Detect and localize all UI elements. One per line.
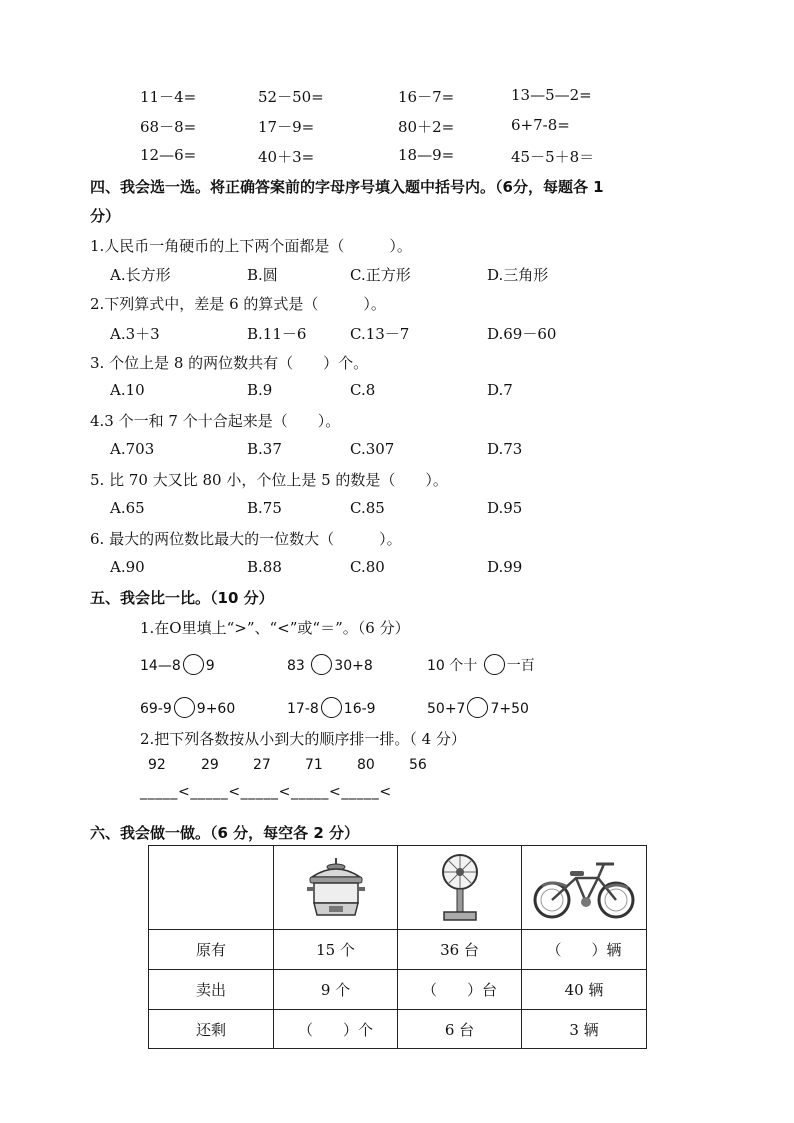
compare-right: 9 [205,658,215,674]
compare-left: 17-8 [287,701,319,717]
table-row [149,930,647,970]
arith-item: 80＋2= [398,118,455,136]
section-5-sub2: 2.把下列各数按从小到大的顺序排一排。（ 4 分） [140,730,466,748]
table-cell: 36 台 [398,930,522,970]
option-a: A.10 [110,381,145,399]
table-cell[interactable]: （ ）台 [398,970,522,1010]
number: 56 [409,757,427,773]
arith-item: 52－50= [258,88,324,106]
option-c: C.13－7 [350,325,410,343]
table-cell: 3 辆 [522,1010,647,1049]
option-a: A.65 [110,499,145,517]
compare-left: 83 [287,658,305,674]
option-d: D.73 [487,440,523,458]
row-label: 原有 [149,930,274,970]
corner-cell [149,846,274,930]
section-4-heading-cont: 分） [90,207,121,225]
question-text: 6. 最大的两位数比最大的一位数大（ ）。 [90,530,402,548]
rice-cooker-cell [274,846,398,930]
compare-right: 9+60 [196,701,236,717]
bicycle-icon [532,856,636,920]
compare-left: 10 个十 [427,658,478,674]
number: 71 [305,757,323,773]
answer-circle[interactable] [174,697,195,718]
number: 92 [148,757,166,773]
arith-item: 17－9= [258,118,315,136]
answer-circle[interactable] [321,697,342,718]
option-d: D.7 [487,381,513,399]
bicycle-cell [522,846,647,930]
option-a: A.3＋3 [110,325,160,343]
arith-item: 40＋3= [258,148,315,166]
sales-table [148,845,647,1049]
question-text: 1.人民币一角硬币的上下两个面都是（ ）。 [90,237,412,255]
option-a: A.703 [110,440,155,458]
table-cell: 9 个 [274,970,398,1010]
arith-item: 11－4= [140,88,197,106]
table-cell[interactable]: （ ）辆 [522,930,647,970]
question-text: 5. 比 70 大又比 80 小，个位上是 5 的数是（ ）。 [90,471,448,489]
option-b: B.11－6 [247,325,307,343]
compare-right: 7+50 [490,701,529,717]
answer-circle[interactable] [311,654,332,675]
option-b: B.圆 [247,266,278,284]
table-header-row [149,846,647,930]
option-b: B.9 [247,381,273,399]
compare-item [427,654,535,675]
option-c: C.85 [350,499,385,517]
fan-cell [398,846,522,930]
option-c: C.80 [350,558,385,576]
table-row [149,970,647,1010]
arith-item: 12—6= [140,146,197,164]
table-row [149,1010,647,1049]
compare-item [287,697,376,718]
section-6-heading: 六、我会做一做。（6 分，每空各 2 分） [90,824,360,842]
answer-circle[interactable] [484,654,505,675]
number: 27 [253,757,271,773]
table-cell: 6 台 [398,1010,522,1049]
question-text: 3. 个位上是 8 的两位数共有（ ）个。 [90,354,369,372]
option-c: C.307 [350,440,395,458]
compare-right: 16-9 [343,701,376,717]
option-d: D.三角形 [487,266,549,284]
compare-left: 69-9 [140,701,172,717]
option-c: C.8 [350,381,376,399]
table-cell: 40 辆 [522,970,647,1010]
arith-item: 6+7-8= [511,116,570,134]
option-a: A.90 [110,558,145,576]
answer-circle[interactable] [183,654,204,675]
number: 80 [357,757,375,773]
option-d: D.95 [487,499,523,517]
number: 29 [201,757,219,773]
question-text: 4.3 个一和 7 个十合起来是（ ）。 [90,412,341,430]
option-d: D.99 [487,558,523,576]
arith-item: 18—9= [398,146,455,164]
section-5-heading: 五、我会比一比。（10 分） [90,589,274,607]
table-cell[interactable]: （ ）个 [274,1010,398,1049]
table-cell: 15 个 [274,930,398,970]
compare-left: 50+7 [427,701,466,717]
section-5-sub1: 1.在O里填上“>”、“<”或“＝”。（6 分） [140,619,410,637]
order-answer-line[interactable]: _____<_____<_____<_____<_____< [140,784,392,800]
compare-left: 14—8 [140,658,181,674]
option-b: B.88 [247,558,282,576]
compare-right: 一百 [506,658,535,674]
electric-fan-icon [435,852,485,924]
compare-item [287,654,373,675]
option-c: C.正方形 [350,266,411,284]
compare-item [140,654,215,675]
row-label: 卖出 [149,970,274,1010]
option-a: A.长方形 [110,266,171,284]
arith-item: 45－5＋8＝ [511,148,595,166]
arith-item: 13—5—2= [511,86,592,104]
option-d: D.69－60 [487,325,557,343]
option-b: B.37 [247,440,282,458]
arith-item: 68－8= [140,118,197,136]
answer-circle[interactable] [467,697,488,718]
section-4-heading: 四、我会选一选。将正确答案前的字母序号填入题中括号内。（6分，每题各 1 [90,178,604,196]
option-b: B.75 [247,499,282,517]
compare-item [427,697,529,718]
rice-cooker-icon [305,855,367,921]
compare-item [140,697,235,718]
row-label: 还剩 [149,1010,274,1049]
compare-right: 30+8 [334,658,373,674]
arith-item: 16－7= [398,88,455,106]
question-text: 2.下列算式中，差是 6 的算式是（ ）。 [90,295,386,313]
